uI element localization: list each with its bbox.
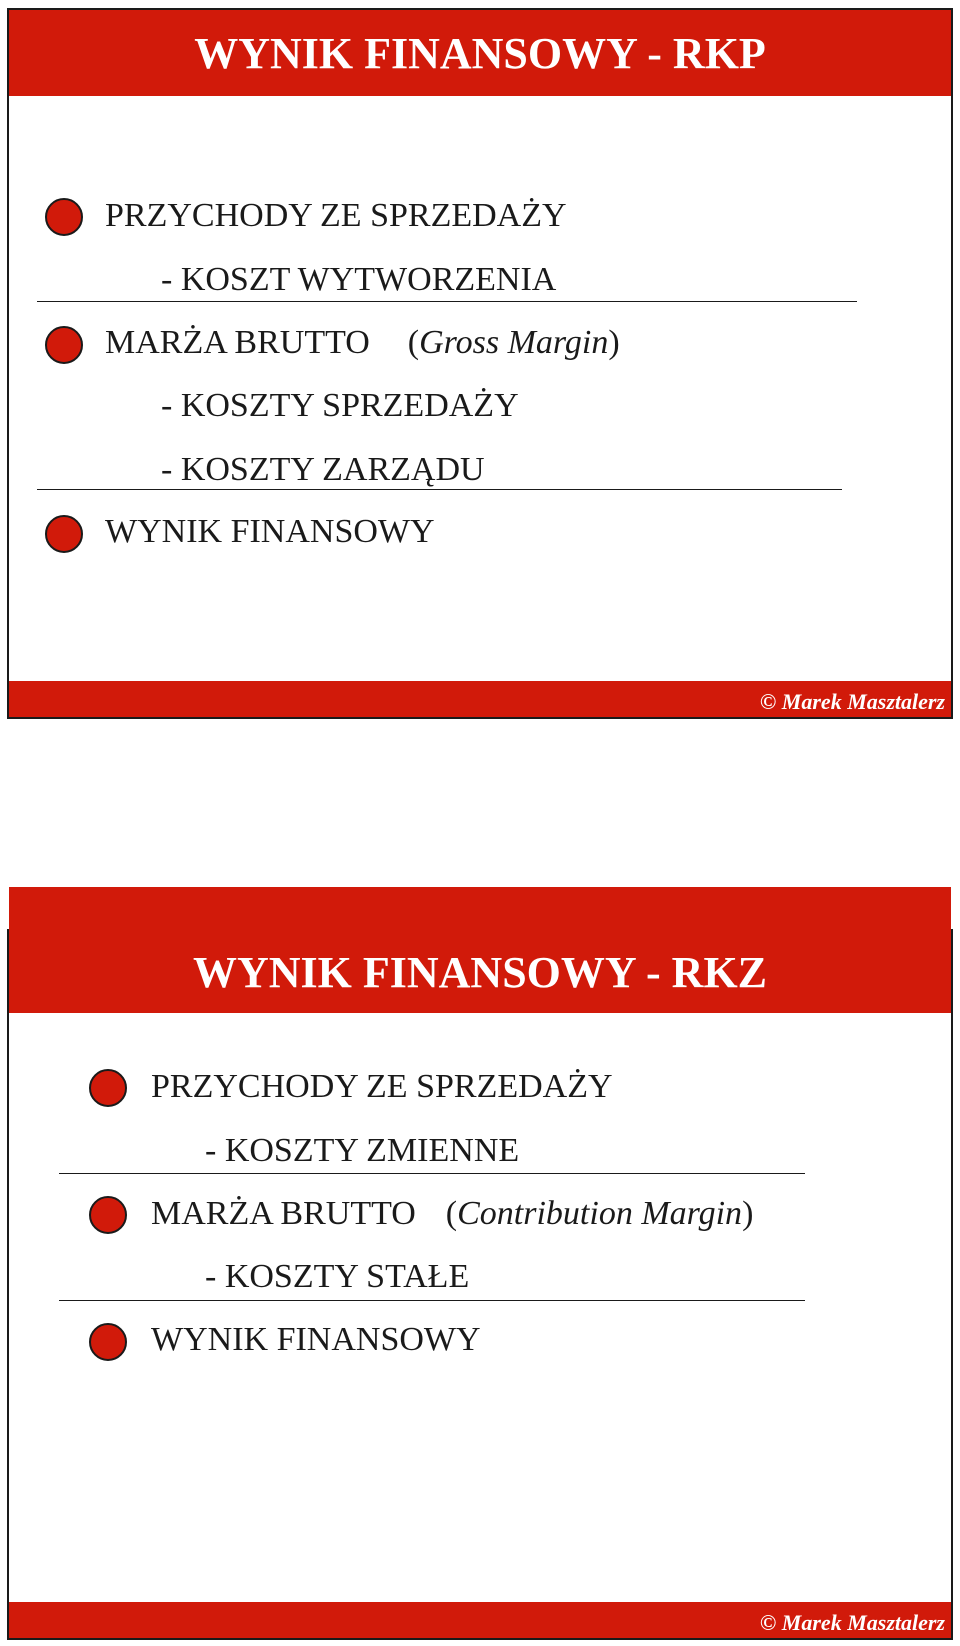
contribution-margin-note: Contribution Margin — [457, 1195, 743, 1232]
line-revenue: PRZYCHODY ZE SPRZEDAŻY — [151, 1068, 613, 1105]
copyright-text: © Marek Masztalerz — [759, 689, 945, 714]
slide-rkp — [7, 8, 953, 719]
contribution-margin-label: MARŻA BRUTTO — [151, 1195, 416, 1232]
bullet-icon — [89, 1196, 127, 1234]
bullet-icon — [45, 326, 83, 364]
line-fixed-costs: - KOSZTY STAŁE — [205, 1258, 470, 1295]
gross-margin-label: MARŻA BRUTTO — [105, 324, 370, 361]
slide-rkz — [7, 929, 953, 1640]
divider — [59, 1173, 805, 1174]
divider — [59, 1300, 805, 1301]
bullet-icon — [89, 1323, 127, 1361]
bullet-icon — [45, 515, 83, 553]
paren-close: ) — [742, 1195, 754, 1232]
slide-footer — [9, 1602, 951, 1638]
bullet-icon — [45, 198, 83, 236]
slide-title: WYNIK FINANSOWY - RKZ — [192, 947, 768, 997]
slide-title: WYNIK FINANSOWY - RKP — [194, 28, 766, 78]
line-financial-result: WYNIK FINANSOWY — [151, 1321, 481, 1358]
paren-open: ( — [445, 1195, 458, 1232]
line-financial-result: WYNIK FINANSOWY — [105, 513, 435, 550]
line-revenue: PRZYCHODY ZE SPRZEDAŻY — [105, 197, 567, 234]
gross-margin-note: Gross Margin — [419, 324, 609, 361]
divider — [37, 301, 857, 302]
line-selling-costs: - KOSZTY SPRZEDAŻY — [161, 387, 519, 424]
line-variable-costs: - KOSZTY ZMIENNE — [205, 1132, 520, 1169]
slide-footer — [9, 681, 951, 717]
line-production-cost: - KOSZT WYTWORZENIA — [161, 261, 557, 298]
bullet-icon — [89, 1069, 127, 1107]
slide-header — [9, 931, 951, 1013]
paren-close: ) — [608, 324, 620, 361]
line-admin-costs: - KOSZTY ZARZĄDU — [161, 451, 485, 488]
divider — [37, 489, 842, 490]
line-gross-margin — [105, 323, 620, 363]
slide-header — [9, 10, 951, 96]
line-contribution-margin — [151, 1194, 753, 1234]
paren-open: ( — [407, 324, 420, 361]
copyright-text: © Marek Masztalerz — [759, 1610, 945, 1635]
